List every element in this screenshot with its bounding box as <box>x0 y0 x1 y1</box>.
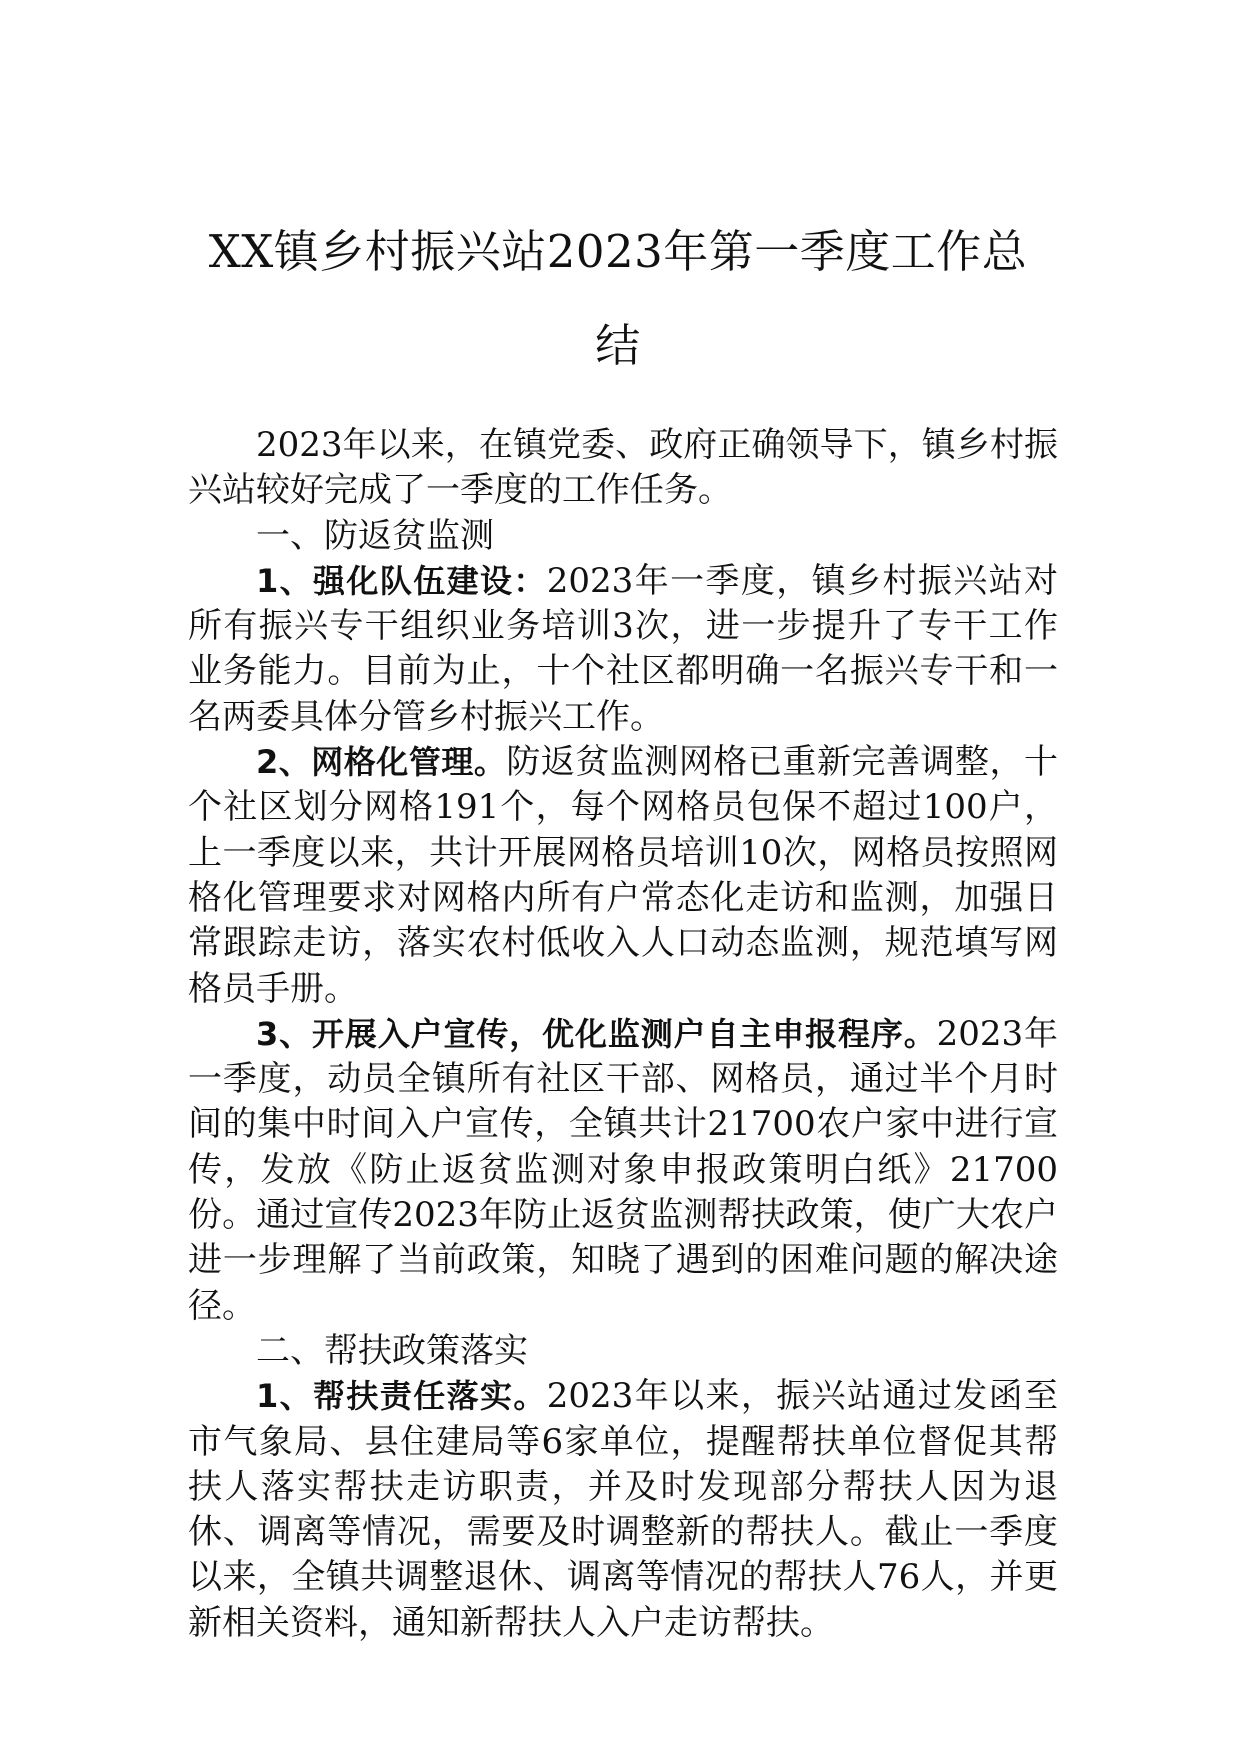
item-text: 2023年以来，振兴站通过发函至市气象局、县住建局等6家单位，提醒帮扶单位督促其帮扶人落实帮扶走访职责，并及时发现部分帮扶人因为退休、调离等情况，需要及时调整新的帮扶人。截止一季度以来，全镇共调整退休、调离等情况的帮扶人76人，并更新相关资料，通知新帮扶人入户走访帮扶。 <box>188 1376 1058 1643</box>
section-2-heading: 二、帮扶政策落实 <box>256 1330 528 1371</box>
title-line-2: 结 <box>595 319 641 372</box>
item-text: 防返贫监测网格已重新完善调整，十个社区划分网格191个，每个网格员包保不超过100户，上一季度以来，共计开展网格员培训10次，网格员按照网格化管理要求对网格内所有户常态化走访和监测，加强日常跟踪走访，落实农村低收入人口动态监测，规范填写网格员手册。 <box>188 742 1058 1009</box>
document-page <box>188 0 1058 1754</box>
intro-paragraph: 2023年以来，在镇党委、政府正确领导下，镇乡村振兴站较好完成了一季度的工作任务。 <box>188 425 1058 511</box>
item-lead: 2、网格化管理。 <box>256 743 507 782</box>
item-lead: 1、强化队伍建设： <box>256 561 547 600</box>
document-title <box>178 205 1058 393</box>
item-text: 2023年一季度，动员全镇所有社区干部、网格员，通过半个月时间的集中时间入户宣传，全镇共计21700农户家中进行宣传，发放《防止返贫监测对象申报政策明白纸》21700份。通过宣传2023年防止返贫监测帮扶政策，使广大农户进一步理解了当前政策，知晓了遇到的困难问题的解决途径。 <box>188 1013 1058 1326</box>
document-body <box>188 423 1058 1646</box>
section-2-item-1 <box>188 1374 1058 1646</box>
title-line-1: XX镇乡村振兴站2023年第一季度工作总 <box>208 225 1028 278</box>
item-lead: 3、开展入户宣传，优化监测户自主申报程序。 <box>256 1014 937 1053</box>
item-text: 2023年一季度，镇乡村振兴站对所有振兴专干组织业务培训3次，进一步提升了专干工作业务能力。目前为止，十个社区都明确一名振兴专干和一名两委具体分管乡村振兴工作。 <box>188 560 1058 737</box>
section-1-item-2 <box>188 740 1058 1012</box>
section-1-item-3 <box>188 1012 1058 1329</box>
item-lead: 1、帮扶责任落实。 <box>256 1377 547 1416</box>
section-1-heading: 一、防返贫监测 <box>256 515 494 556</box>
section-1-item-1 <box>188 559 1058 740</box>
